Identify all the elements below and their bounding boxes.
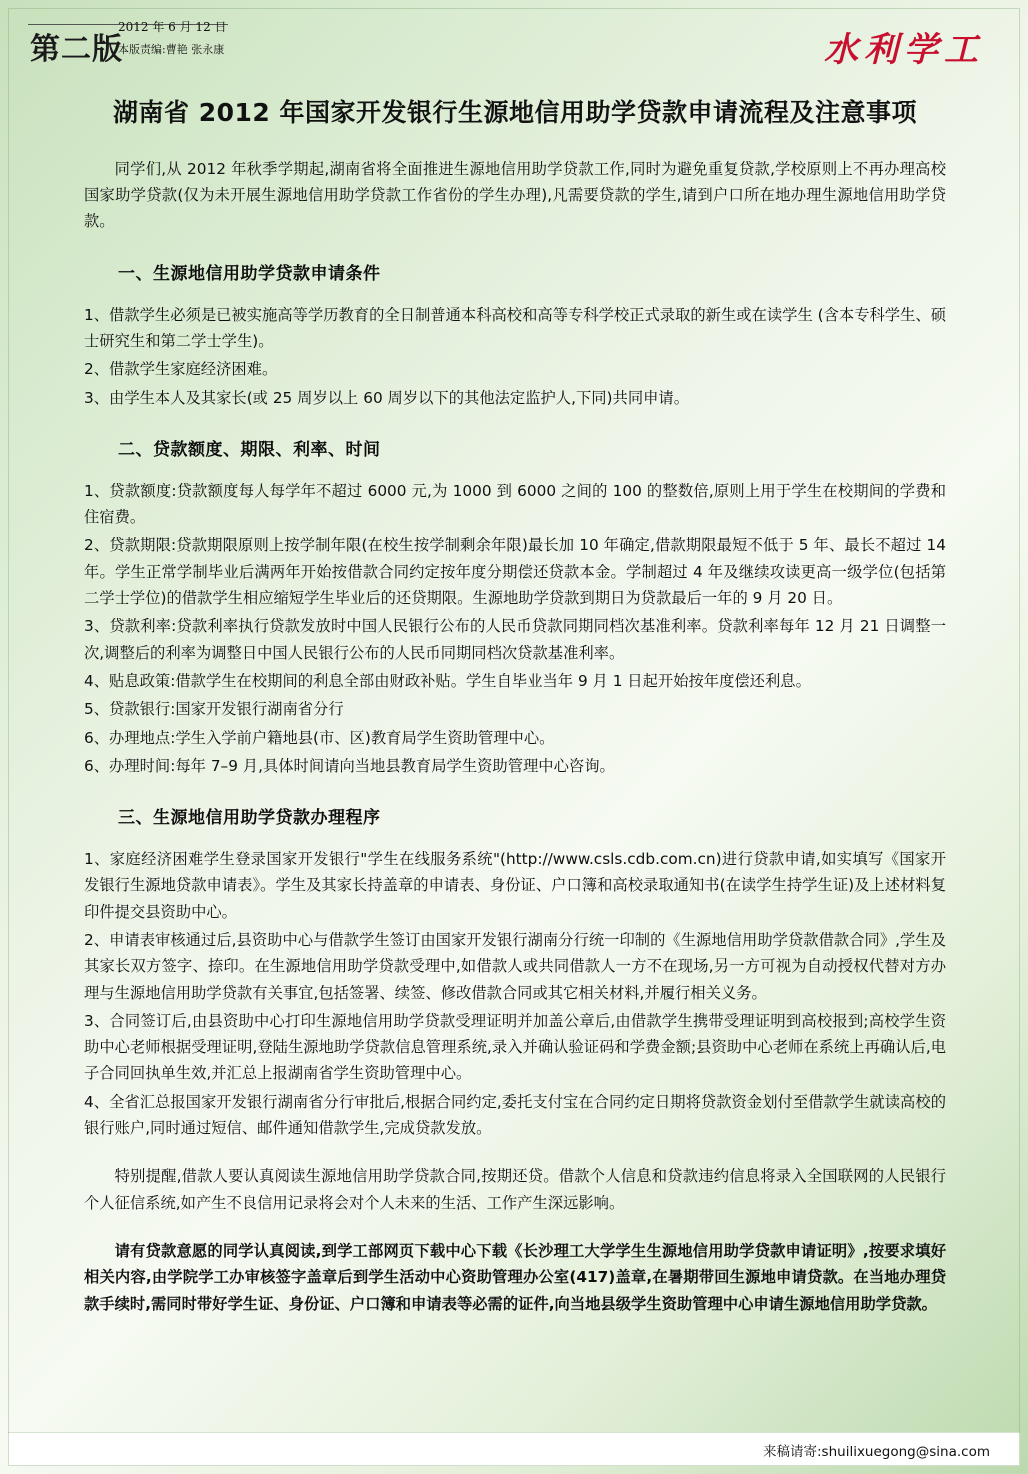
article-note: 特别提醒,借款人要认真阅读生源地信用助学贷款合同,按期还贷。借款个人信息和贷款违约信息将录入全国联网的人民银行个人征信系统,如产生不良信用记录将会对个人未来的生活、工作产生深远影响。 xyxy=(84,1167,946,1212)
publication-brand: 水利学工 xyxy=(824,30,984,70)
section-3-item-1: 1、家庭经济困难学生登录国家开发银行"学生在线服务系统"(http://www.csls.cdb.com.cn)进行贷款申请,如实填写《国家开发银行生源地贷款申请表》。学生及其家长持盖章的申请表、身份证、户口簿和高校录取通知书(在读学生持学生证)及上述材料复印件提交县资助中心。 xyxy=(84,850,946,921)
masthead xyxy=(0,0,1028,72)
page-title: 湖南省 2012 年国家开发银行生源地信用助学贷款申请流程及注意事项 xyxy=(113,98,917,127)
section-3-item-3: 3、合同签订后,由县资助中心打印生源地信用助学贷款受理证明并加盖公章后,由借款学生携带受理证明到高校报到;高校学生资助中心老师根据受理证明,登陆生源地助学贷款信息管理系统,录入并确认验证码和学费金额;县资助中心老师在系统上再确认后,电子合同回执单生效,并汇总上报湖南省学生资助管理中心。 xyxy=(84,1011,946,1083)
submission-email: 来稿请寄:shuilixuegong@sina.com xyxy=(763,1443,990,1460)
section-1-item-1: 1、借款学生必须是已被实施高等学历教育的全日制普通本科高校和高等专科学校正式录取的新生或在读学生 (含本专科学生、硕士研究生和第二学士学生)。 xyxy=(84,305,946,350)
section-2-item-4: 4、贴息政策:借款学生在校期间的利息全部由财政补贴。学生自毕业当年 9 月 1 日起开始按年度偿还利息。 xyxy=(84,671,811,690)
article xyxy=(84,96,946,1319)
page-editor-line: 本版责编:曹艳 张永康 xyxy=(118,43,225,56)
article-lead: 同学们,从 2012 年秋季学期起,湖南省将全面推进生源地信用助学贷款工作,同时为避免重复贷款,学校原则上不再办理高校国家助学贷款(仅为未开展生源地信用助学贷款工作省份的学生办理),凡需要贷款的学生,请到户口所在地办理生源地信用助学贷款。 xyxy=(84,159,946,231)
article-emphasis: 请有贷款意愿的同学认真阅读,到学工部网页下载中心下载《长沙理工大学学生生源地信用助学贷款申请证明》,按要求填好相关内容,由学院学工办审核签字盖章后到学生活动中心资助管理办公室(417)盖章,在暑期带回生源地申请贷款。在当地办理贷款手续时,需同时带好学生证、身份证、户口簿和申请表等必需的证件,向当地县级学生资助管理中心申请生源地信用助学贷款。 xyxy=(84,1241,946,1313)
section-2-item-2: 2、贷款期限:贷款期限原则上按学制年限(在校生按学制剩余年限)最长加 10 年确定,借款期限最短不低于 5 年、最长不超过 14 年。学生正常学制毕业后满两年开始按借款合同约定按年度分期偿还贷款本金。学制超过 4 年及继续攻读更高一级学位(包括第二学士学位)的借款学生相应缩短学生毕业后的还贷期限。生源地助学贷款到期日为贷款最后一年的 9 月 20 日。 xyxy=(84,536,946,608)
section-3-item-2: 2、申请表审核通过后,县资助中心与借款学生签订由国家开发银行湖南分行统一印制的《生源地信用助学贷款借款合同》,学生及其家长双方签字、捺印。在生源地信用助学贷款受理中,如借款人或共同借款人一方不在现场,另一方可视为自动授权代替对方办理与生源地信用助学贷款有关事宜,包括签署、续签、修改借款合同或其它相关材料,并履行相关义务。 xyxy=(84,930,946,1002)
section-2-item-7: 6、办理时间:每年 7–9 月,具体时间请向当地县教育局学生资助管理中心咨询。 xyxy=(84,756,615,775)
section-heading-1: 一、生源地信用助学贷款申请条件 xyxy=(118,263,381,284)
section-2-item-6: 6、办理地点:学生入学前户籍地县(市、区)教育局学生资助管理中心。 xyxy=(84,728,555,747)
issue-date: 2012 年 6 月 12 日 xyxy=(118,20,227,34)
section-1-item-2: 2、借款学生家庭经济困难。 xyxy=(84,360,278,379)
section-heading-2: 二、贷款额度、期限、利率、时间 xyxy=(118,439,381,460)
section-2-item-1: 1、贷款额度:贷款额度每人每学年不超过 6000 元,为 1000 到 6000 之间的 100 的整数倍,原则上用于学生在校期间的学费和住宿费。 xyxy=(84,481,946,527)
section-heading-3: 三、生源地信用助学贷款办理程序 xyxy=(118,808,381,829)
footer xyxy=(8,1432,1020,1466)
edition-label: 第二版 xyxy=(30,32,123,67)
section-2-item-5: 5、贷款银行:国家开发银行湖南省分行 xyxy=(84,700,344,719)
section-1-item-3: 3、由学生本人及其家长(或 25 周岁以上 60 周岁以下的其他法定监护人,下同)共同申请。 xyxy=(84,388,690,407)
section-3-item-4: 4、全省汇总报国家开发银行湖南省分行审批后,根据合同约定,委托支付宝在合同约定日期将贷款资金划付至借款学生就读高校的银行账户,同时通过短信、邮件通知借款学生,完成贷款发放。 xyxy=(84,1092,946,1138)
section-2-item-3: 3、贷款利率:贷款利率执行贷款发放时中国人民银行公布的人民币贷款同期同档次基准利率。贷款利率每年 12 月 21 日调整一次,调整后的利率为调整日中国人民银行公布的人民币同期同档次贷款基准利率。 xyxy=(84,617,946,662)
